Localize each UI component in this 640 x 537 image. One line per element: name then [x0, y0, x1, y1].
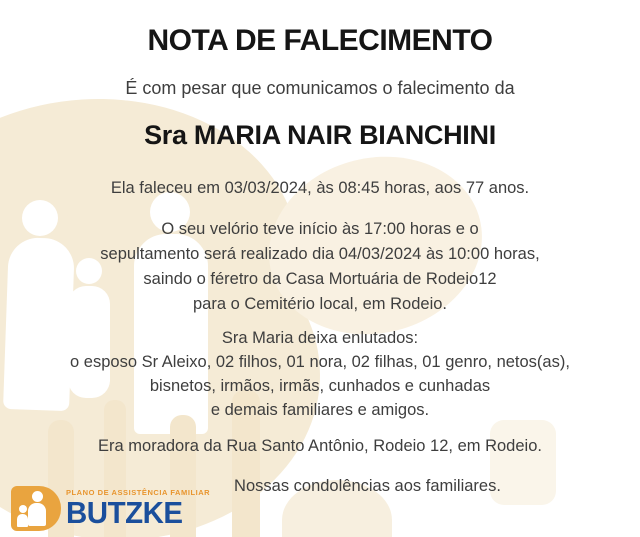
logo-adult-figure-icon — [32, 491, 43, 502]
residence-line: Era moradora da Rua Santo Antônio, Rodeio 12, em Rodeio. — [98, 437, 542, 455]
mourners-line: e demais familiares e amigos. — [210, 401, 430, 419]
logo-text-block — [66, 486, 210, 529]
butzke-logo — [11, 486, 210, 531]
logo-adult-figure-icon — [28, 503, 46, 526]
intro-line: É com pesar que comunicamos o falecimento da — [125, 78, 515, 98]
funeral-line: saindo o féretro da Casa Mortuária de Rodeio12 — [143, 270, 497, 288]
funeral-line: para o Cemitério local, em Rodeio. — [192, 295, 448, 313]
condolences-line: Nossas condolências aos familiares. — [234, 477, 501, 495]
butzke-logo-mark-icon — [11, 486, 61, 531]
funeral-line: sepultamento será realizado dia 04/03/2024 às 10:00 horas, — [100, 245, 540, 263]
mourners-paragraph — [0, 326, 640, 422]
logo-child-figure-icon — [19, 505, 27, 513]
logo-brand-name: BUTZKE — [66, 495, 183, 530]
mourners-line: Sra Maria deixa enlutados: — [221, 329, 419, 347]
death-date-line: Ela faleceu em 03/03/2024, às 08:45 horas, aos 77 anos. — [110, 179, 530, 197]
mourners-line: o esposo Sr Aleixo, 02 filhos, 01 nora, 02 filhas, 01 genro, netos(as), — [70, 353, 570, 371]
mourners-line: bisnetos, irmãos, irmãs, cunhados e cunhadas — [149, 377, 491, 395]
logo-child-figure-icon — [17, 514, 28, 527]
notice-title: NOTA DE FALECIMENTO — [147, 24, 493, 57]
funeral-paragraph — [0, 217, 640, 317]
funeral-line: O seu velório teve início às 17:00 horas e o — [161, 220, 479, 238]
deceased-name: Sra MARIA NAIR BIANCHINI — [144, 120, 496, 150]
logo-tagline: PLANO DE ASSISTÊNCIA FAMILIAR — [66, 488, 211, 497]
